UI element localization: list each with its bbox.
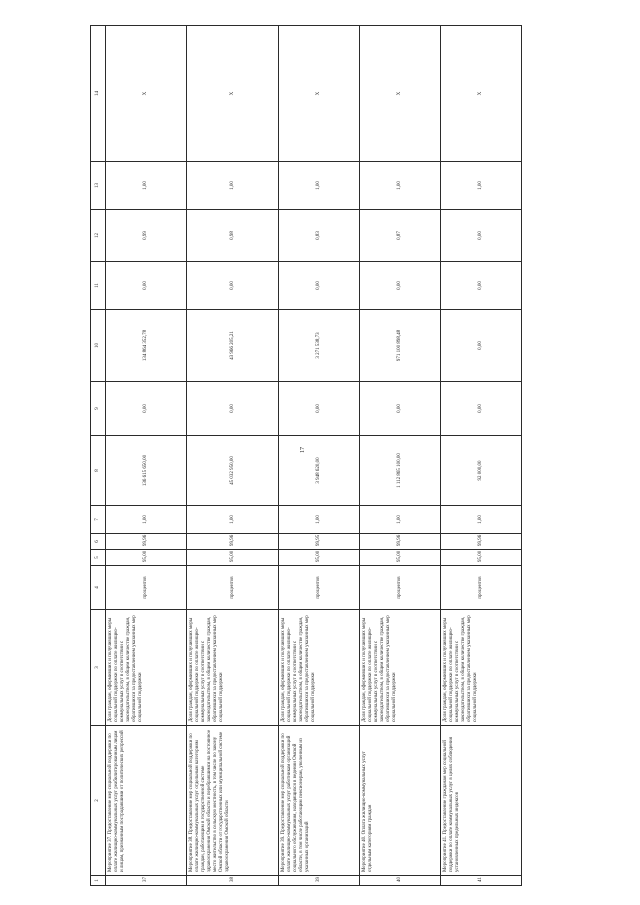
- unit-cell: процентов: [441, 566, 522, 610]
- value-cell: 43 966 205,21: [186, 310, 279, 382]
- table-row: [106, 26, 187, 886]
- value-cell: 3 271 538,73: [279, 310, 360, 382]
- value-cell: 95,00: [360, 550, 441, 566]
- value-cell: X: [441, 26, 522, 162]
- value-cell: 99,96: [186, 534, 279, 550]
- value-cell: 971 100 898,48: [360, 310, 441, 382]
- value-cell: 0,00: [360, 262, 441, 310]
- column-header: 13: [91, 162, 106, 210]
- value-cell: 99,96: [441, 534, 522, 550]
- value-cell: X: [360, 26, 441, 162]
- column-header: 12: [91, 210, 106, 262]
- report-table: [90, 25, 522, 886]
- value-cell: 1,00: [360, 506, 441, 534]
- rotated-table-wrapper: [90, 26, 522, 886]
- column-header: 3: [91, 610, 106, 726]
- column-header: 14: [91, 26, 106, 162]
- value-cell: 45 032 950,00: [186, 436, 279, 506]
- value-cell: 1,00: [279, 162, 360, 210]
- value-cell: 1,00: [360, 162, 441, 210]
- column-number-row: [91, 26, 106, 886]
- value-cell: 3 948 620,00: [279, 436, 360, 506]
- event-cell: Мероприятие 39. Предоставление мер социальной поддержки по оплате жилищно-коммунальных услуг работникам организаций социального обслуживания, находящихся в ведении Омской области, в том числе работающим пенсионерам, уволенным из указанных организаций: [279, 726, 360, 876]
- value-cell: 95,00: [106, 550, 187, 566]
- column-header: 11: [91, 262, 106, 310]
- value-cell: 95,00: [279, 550, 360, 566]
- column-header: 10: [91, 310, 106, 382]
- table-row: [186, 26, 279, 886]
- indicator-cell: Доля граждан, оформивших и получивших меры социальной поддержки по оплате жилищно-коммунальных услуг в соответствии с законодательством, в общем количестве граждан, обратившихся за предоставлением указанных мер социальной поддержки: [279, 610, 360, 726]
- value-cell: 1,00: [106, 162, 187, 210]
- value-cell: 1,00: [186, 162, 279, 210]
- value-cell: 1,00: [279, 506, 360, 534]
- indicator-cell: Доля граждан, оформивших и получивших меры социальной поддержки по оплате жилищно-коммунальных услуг в соответствии с законодательством, в общем количестве граждан, обратившихся за предоставлением указанных мер социальной поддержки: [106, 610, 187, 726]
- value-cell: 99,95: [279, 534, 360, 550]
- value-cell: 0,00: [106, 382, 187, 436]
- value-cell: 0,83: [279, 210, 360, 262]
- value-cell: 95,00: [441, 550, 522, 566]
- unit-cell: процентов: [360, 566, 441, 610]
- column-header: 4: [91, 566, 106, 610]
- value-cell: 0,87: [360, 210, 441, 262]
- value-cell: 0,00: [441, 262, 522, 310]
- value-cell: 0,98: [186, 210, 279, 262]
- event-cell: Мероприятие 38. Предоставление мер социальной поддержки по оплате жилищно-коммунальных услуг отдельным категориям граждан, работающим в государственной системе здравоохранения Омской области и перебравшимся на постоянное место жительство в сельскую местность, в том числе по закону Омской области от государственных или муниципальной системе здравоохранения Омской области: [186, 726, 279, 876]
- value-cell: 99,96: [360, 534, 441, 550]
- event-cell: Мероприятие 41. Предоставление гражданам мер социальной поддержки по оплате коммунальных услуг в целях соблюдения установленных предельных индексов: [441, 726, 522, 876]
- value-cell: 136 615 650,00: [106, 436, 187, 506]
- table-row: [441, 26, 522, 886]
- value-cell: 1,00: [106, 506, 187, 534]
- value-cell: 0,00: [186, 382, 279, 436]
- indicator-cell: Доля граждан, оформивших и получивших меры социальной поддержки по оплате жилищно-коммунальных услуг в соответствии с законодательством, в общем количестве граждан, обратившихся за предоставлением указанных мер социальной поддержки: [360, 610, 441, 726]
- row-number: 41: [441, 876, 522, 886]
- value-cell: 0,00: [441, 310, 522, 382]
- row-number: 37: [106, 876, 187, 886]
- value-cell: 1,00: [441, 162, 522, 210]
- row-number: 40: [360, 876, 441, 886]
- value-cell: X: [279, 26, 360, 162]
- column-header: 6: [91, 534, 106, 550]
- row-number: 39: [279, 876, 360, 886]
- value-cell: 92 000,00: [441, 436, 522, 506]
- value-cell: 0,00: [360, 382, 441, 436]
- value-cell: 0,00: [106, 262, 187, 310]
- value-cell: 0,00: [279, 262, 360, 310]
- value-cell: X: [186, 26, 279, 162]
- value-cell: 1 112 865 100,00: [360, 436, 441, 506]
- value-cell: 99,96: [106, 534, 187, 550]
- table-row: [360, 26, 441, 886]
- table-row: [279, 26, 360, 886]
- column-header: 9: [91, 382, 106, 436]
- event-cell: Мероприятие 40. Оплата жилищно-коммунальных услуг отдельным категориям граждан: [360, 726, 441, 876]
- column-header: 2: [91, 726, 106, 876]
- column-header: 8: [91, 436, 106, 506]
- event-cell: Мероприятие 37. Предоставление мер социальной поддержки по оплате жилищно-коммунальных услуг реабилитированным лицам и лицам, признанным пострадавшими от политических репрессий: [106, 726, 187, 876]
- indicator-cell: Доля граждан, оформивших и получивших меры социальной поддержки по оплате жилищно-коммунальных услуг в соответствии с законодательством, в общем количестве граждан, обратившихся за предоставлением указанных мер социальной поддержки: [441, 610, 522, 726]
- value-cell: X: [106, 26, 187, 162]
- value-cell: 1,00: [441, 506, 522, 534]
- value-cell: 0,00: [441, 382, 522, 436]
- value-cell: 95,00: [186, 550, 279, 566]
- page-number: 17: [300, 447, 306, 453]
- value-cell: 0,00: [186, 262, 279, 310]
- column-header: 1: [91, 876, 106, 886]
- unit-cell: процентов: [106, 566, 187, 610]
- column-header: 5: [91, 550, 106, 566]
- unit-cell: процентов: [186, 566, 279, 610]
- value-cell: 134 864 352,78: [106, 310, 187, 382]
- value-cell: 0,00: [441, 210, 522, 262]
- value-cell: 0,00: [279, 382, 360, 436]
- value-cell: 0,99: [106, 210, 187, 262]
- indicator-cell: Доля граждан, оформивших и получивших меры социальной поддержки по оплате жилищно-коммунальных услуг в соответствии с законодательством, в общем количестве граждан, обратившихся за предоставлением указанных мер социальной поддержки: [186, 610, 279, 726]
- value-cell: 1,00: [186, 506, 279, 534]
- row-number: 38: [186, 876, 279, 886]
- unit-cell: процентов: [279, 566, 360, 610]
- column-header: 7: [91, 506, 106, 534]
